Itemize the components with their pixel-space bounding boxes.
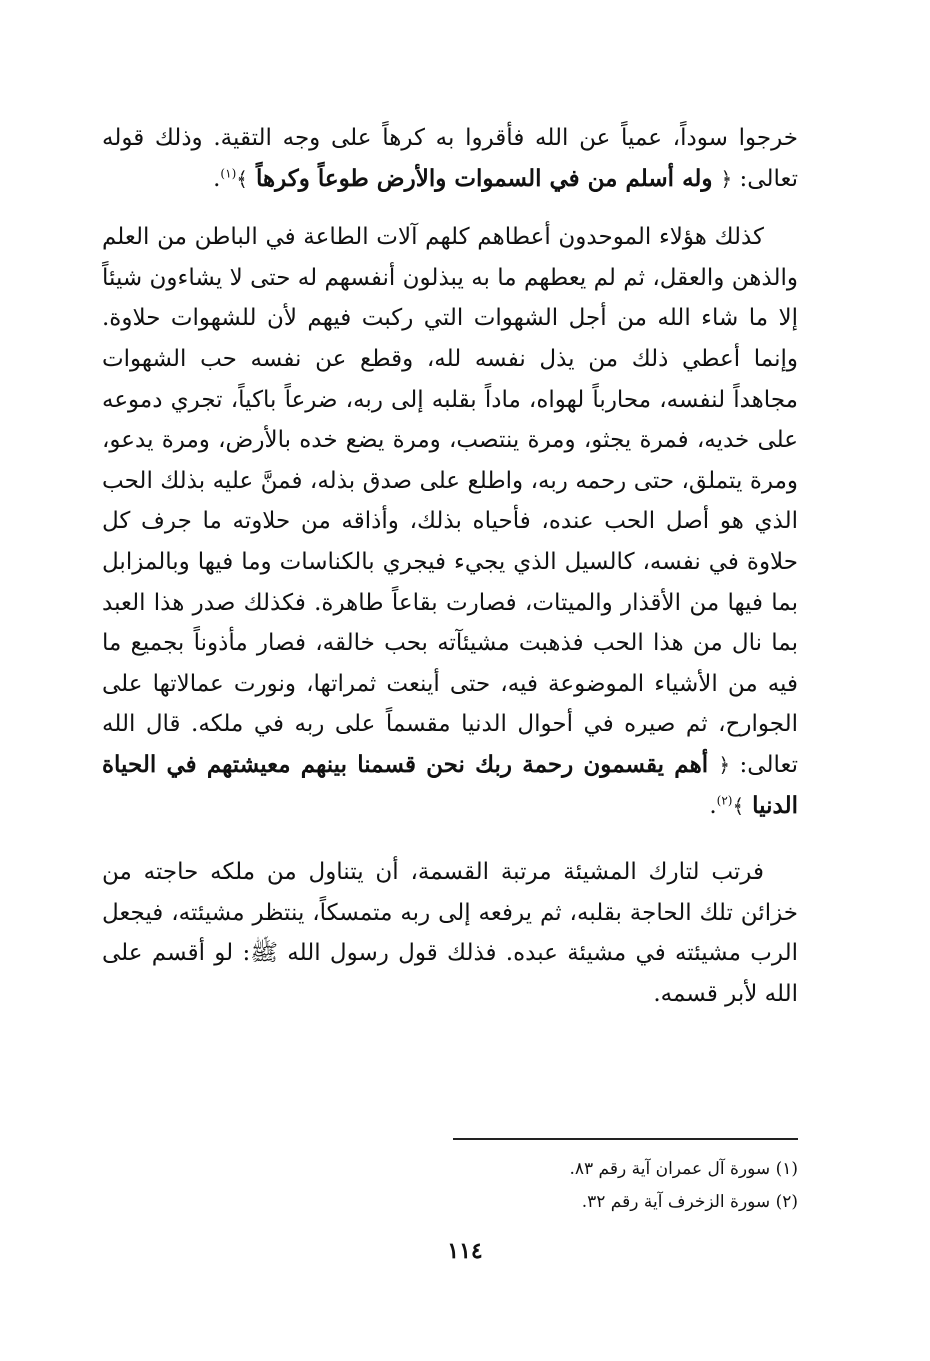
paragraph-3 — [102, 852, 798, 1014]
main-text — [102, 118, 798, 1014]
ornate-bracket: ﴾ — [236, 166, 248, 191]
paragraph-1 — [102, 118, 798, 199]
page-number: ١١٤ — [447, 1238, 483, 1264]
ornate-bracket: ﴿ — [718, 752, 731, 777]
footnote-marker: (٢) — [716, 792, 733, 807]
quran-verse: أهم يقسمون رحمة ربك نحن قسمنا بينهم معيشتهم في الحياة الدنيا — [102, 750, 798, 819]
text-run: . — [213, 165, 221, 192]
text-run: كذلك هؤلاء الموحدون أعطاهم كلهم آلات الطاعة في الباطن من العلم والذهن والعقل، ثم لم يعطهم ما به يبذلون أنفسهم له حتى لا يشاءون شيئاً إلا ما شاء الله من أجل الشهوات التي ركبت فيهم لأن للشهوات حلاوة. وإنما أعطي ذلك من يذل نفسه لله، وقطع عن نفسه حب الشهوات مجاهداً لنفسه، محارباً لهواه، ماداً بقلبه إلى ربه، ضرعاً باكياً، تجري دموعه على خديه، فمرة يجثو، ومرة ينتصب، ومرة يضع خده بالأرض، ومرة يدعو، ومرة يتملق، حتى رحمه ربه، واطلع على صدق بذله، فمنَّ عليه بذلك الحب الذي هو أصل الحب عنده، فأحياه بذلك، وأذاقه من حلاوته ما جرف كل حلاوة في نفسه، كالسيل الذي يجيء فيجري بالكناسات وما فيها وبالمزابل بما فيها من الأقذار والميتات، فصارت بقاعاً طاهرة. فكذلك صدر هذا العبد بما نال من هذا الحب فذهبت مشيئآته بحب خالقه، فصار مأذوناً بجميع ما فيه من الأشياء الموضوعة فيه، حتى أينعت ثمراتها، ونورت عمالاتها على الجوارح، ثم صيره في أحوال الدنيا مقسماً على ربه في ملكه. قال الله تعالى: — [102, 224, 798, 778]
footnotes — [198, 1153, 798, 1219]
quran-verse: وله أسلم من في السموات والأرض طوعاً وكرهاً — [247, 164, 721, 192]
text-run: فرتب لتارك المشيئة مرتبة القسمة، أن يتناول من ملكه حاجته من خزائن تلك الحاجة بقلبه، ثم يرفعه إلى ربه متمسكاً، ينتظر مشيئته، فيجعل الرب مشيئته في مشيئة عبده. فذلك قول رسول الله ﷺ: لو أقسم على الله لأبر قسمه. — [102, 859, 798, 1007]
paragraph-2 — [102, 217, 798, 826]
ornate-bracket: ﴾ — [732, 793, 745, 818]
ornate-bracket: ﴿ — [720, 166, 733, 191]
footnote-divider — [453, 1138, 798, 1140]
footnote-1: (١) سورة آل عمران آية رقم ٨٣. — [569, 1159, 798, 1179]
footnote-marker: (١) — [220, 165, 237, 180]
text-run: خرجوا سوداً، عمياً عن الله فأقروا به كرهاً على وجه التقية. وذلك قوله تعالى: — [102, 125, 798, 192]
text-run: . — [709, 792, 717, 819]
footnote-2: (٢) سورة الزخرف آية رقم ٣٢. — [581, 1192, 798, 1212]
